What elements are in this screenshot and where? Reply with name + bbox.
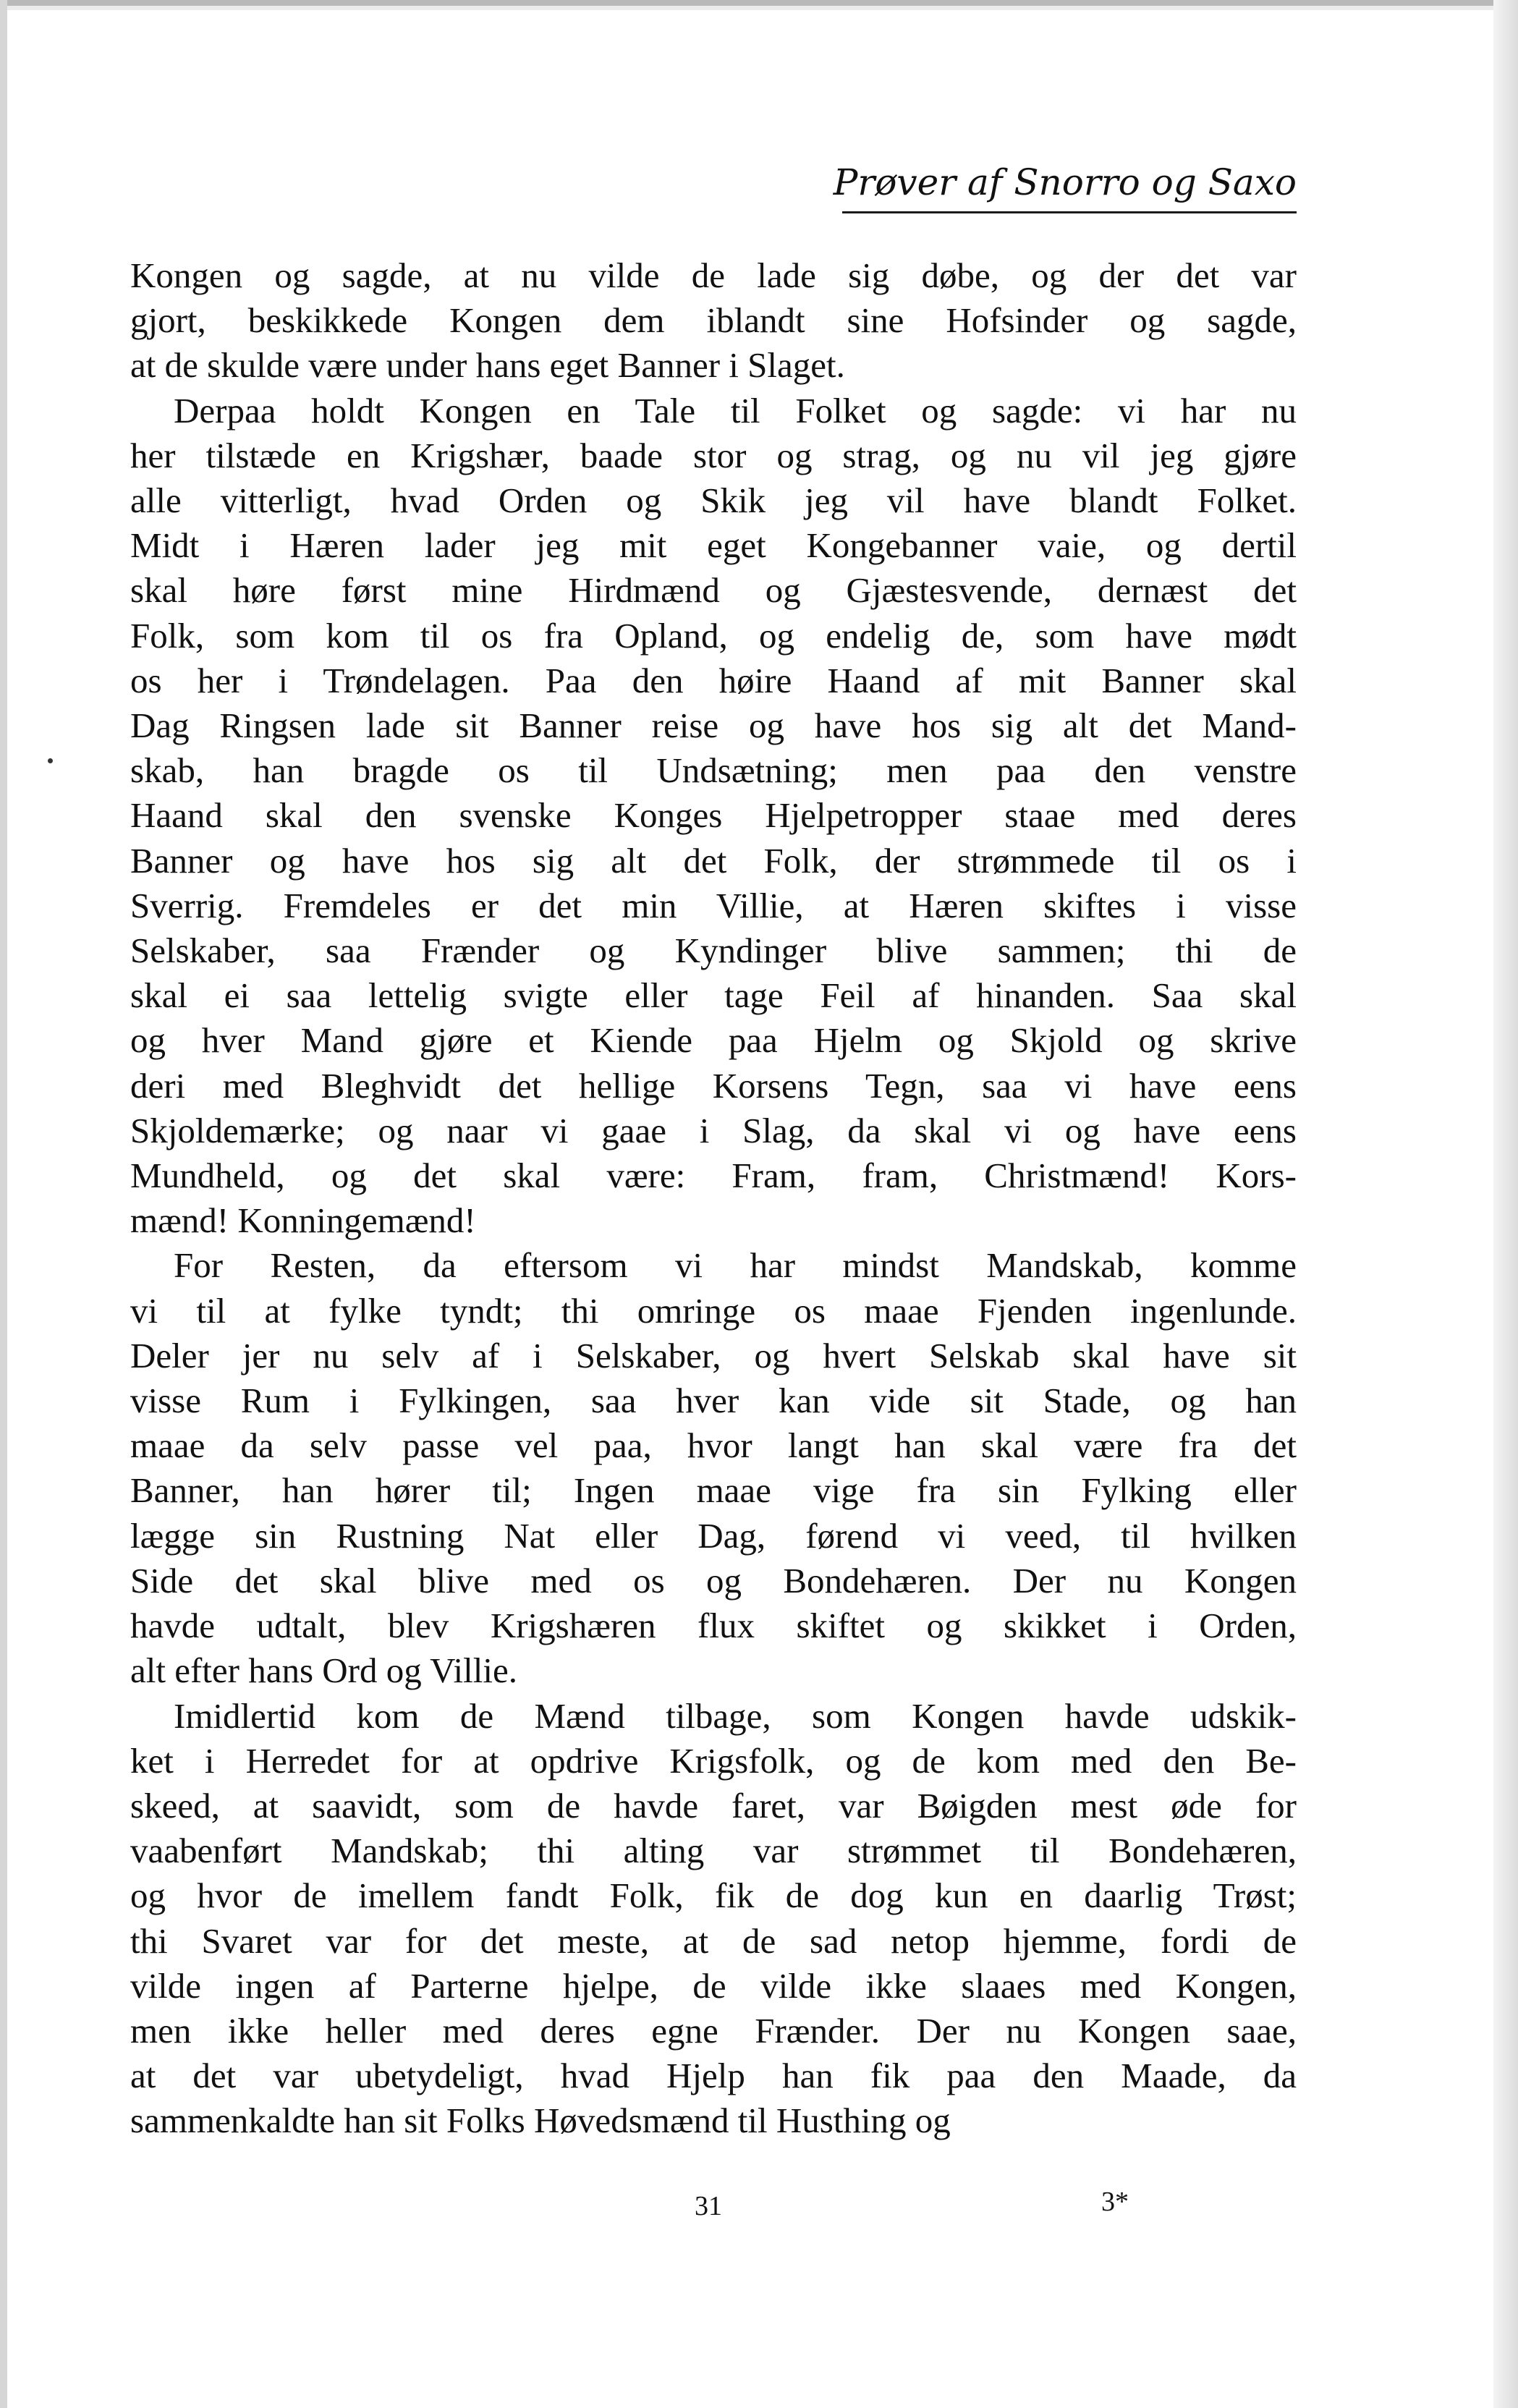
text-line: Mundheld, og det skal være: Fram, fram, Christmænd! Kors- <box>130 1156 1297 1196</box>
text-line: Midt i Hæren lader jeg mit eget Kongebanner vaie, og dertil <box>130 525 1297 566</box>
text-line: Imidlertid kom de Mænd tilbage, som Kongen havde udskik- <box>174 1695 1297 1736</box>
text-line: Banner, han hører til; Ingen maae vige fra sin Fylking eller <box>130 1470 1297 1511</box>
text-line: og hver Mand gjøre et Kiende paa Hjelm og Skjold og skrive <box>130 1020 1297 1061</box>
text-line: deri med Bleghvidt det hellige Korsens Tegn, saa vi have eens <box>130 1065 1297 1106</box>
dust-speck <box>48 758 53 763</box>
text-line: ket i Herredet for at opdrive Krigsfolk, og de kom med den Be- <box>130 1740 1297 1781</box>
text-line: Dag Ringsen lade sit Banner reise og have hos sig alt det Mand- <box>130 705 1297 746</box>
text-line: skal høre først mine Hirdmænd og Gjæstesvende, dernæst det <box>130 570 1297 611</box>
text-line: maae da selv passe vel paa, hvor langt han skal være fra det <box>130 1425 1297 1466</box>
text-line: skal ei saa lettelig svigte eller tage Feil af hinanden. Saa skal <box>130 975 1297 1016</box>
scan-edge-left <box>0 0 7 2408</box>
text-line: Folk, som kom til os fra Opland, og endelig de, som have mødt <box>130 615 1297 656</box>
text-line: thi Svaret var for det meste, at de sad netop hjemme, fordi de <box>130 1920 1297 1961</box>
text-line: visse Rum i Fylkingen, saa hver kan vide sit Stade, og han <box>130 1381 1297 1421</box>
text-line: vi til at fylke tyndt; thi omringe os maae Fjenden ingenlunde. <box>130 1290 1297 1331</box>
text-line: her tilstæde en Krigshær, baade stor og strag, og nu vil jeg gjøre <box>130 435 1297 475</box>
text-line: skab, han bragde os til Undsætning; men paa den venstre <box>130 750 1297 791</box>
running-title-rule <box>842 211 1297 213</box>
text-line: Kongen og sagde, at nu vilde de lade sig døbe, og der det var <box>130 255 1297 295</box>
scan-edge-shadow <box>0 6 1518 10</box>
text-line: Side det skal blive med os og Bondehæren. Der nu Kongen <box>130 1560 1297 1601</box>
text-line: vaabenført Mandskab; thi alting var strømmet til Bondehæren, <box>130 1831 1297 1871</box>
text-line: Selskaber, saa Frænder og Kyndinger blive sammen; thi de <box>130 930 1297 971</box>
signature-mark: 3* <box>1101 2187 1129 2217</box>
text-line: at det var ubetydeligt, hvad Hjelp han fik paa den Maade, da <box>130 2056 1297 2096</box>
body-text <box>130 253 1297 2144</box>
text-line: Haand skal den svenske Konges Hjelpetropper staae med deres <box>130 795 1297 836</box>
text-line: og hvor de imellem fandt Folk, fik de dog kun en daarlig Trøst; <box>130 1875 1297 1916</box>
text-line: mænd! Konningemænd! <box>130 1200 476 1241</box>
text-line: os her i Trøndelagen. Paa den høire Haand af mit Banner skal <box>130 660 1297 700</box>
text-line: men ikke heller med deres egne Frænder. Der nu Kongen saae, <box>130 2010 1297 2051</box>
text-line: lægge sin Rustning Nat eller Dag, førend vi veed, til hvilken <box>130 1515 1297 1556</box>
text-line: at de skulde være under hans eget Banner i Slaget. <box>130 345 845 386</box>
text-line: Sverrig. Fremdeles er det min Villie, at Hæren skiftes i visse <box>130 885 1297 925</box>
text-line: alt efter hans Ord og Villie. <box>130 1650 518 1691</box>
page-number: 31 <box>695 2191 722 2221</box>
text-line: havde udtalt, blev Krigshæren flux skiftet og skikket i Orden, <box>130 1606 1297 1646</box>
text-line: Deler jer nu selv af i Selskaber, og hvert Selskab skal have sit <box>130 1335 1297 1375</box>
running-title: Prøver af Snorro og Saxo <box>833 161 1297 203</box>
text-line: gjort, beskikkede Kongen dem iblandt sine Hofsinder og sagde, <box>130 300 1297 341</box>
text-line: Derpaa holdt Kongen en Tale til Folket og sagde: vi har nu <box>174 390 1297 431</box>
scan-edge-top <box>0 0 1518 6</box>
text-line: Skjoldemærke; og naar vi gaae i Slag, da skal vi og have eens <box>130 1110 1297 1150</box>
scan-edge-right <box>1493 0 1518 2408</box>
text-line: vilde ingen af Parterne hjelpe, de vilde ikke slaaes med Kongen, <box>130 1965 1297 2006</box>
text-line: Banner og have hos sig alt det Folk, der strømmede til os i <box>130 840 1297 881</box>
text-line: For Resten, da eftersom vi har mindst Mandskab, komme <box>174 1245 1297 1286</box>
text-line: alle vitterligt, hvad Orden og Skik jeg vil have blandt Folket. <box>130 480 1297 521</box>
text-line: skeed, at saavidt, som de havde faret, var Bøigden mest øde for <box>130 1785 1297 1826</box>
text-line: sammenkaldte han sit Folks Høvedsmænd til Husthing og <box>130 2100 951 2141</box>
